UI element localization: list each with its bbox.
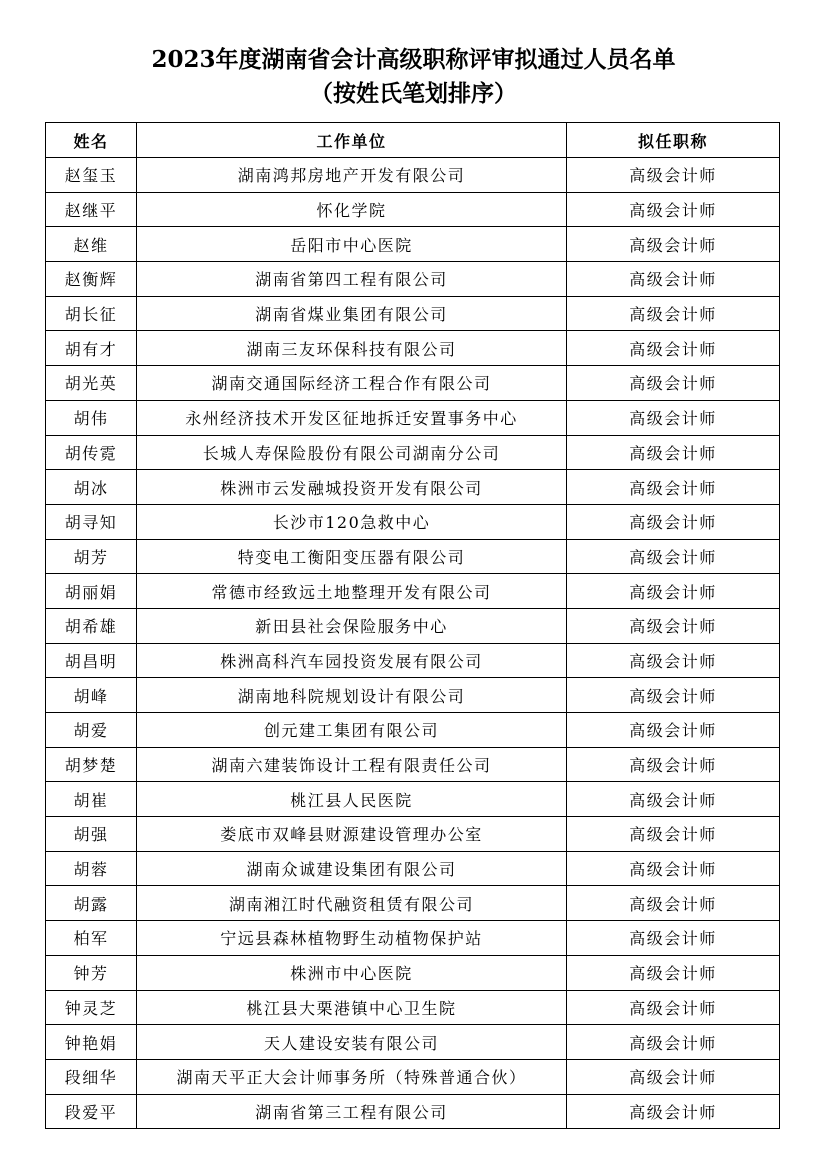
cell-name: 胡希雄: [46, 608, 137, 643]
table-body: [46, 158, 780, 1129]
cell-unit: 湖南三友环保科技有限公司: [137, 331, 567, 366]
cell-name: 赵衡辉: [46, 262, 137, 297]
cell-name: 钟艳娟: [46, 1025, 137, 1060]
cell-name: 胡有才: [46, 331, 137, 366]
cell-title: 高级会计师: [567, 296, 780, 331]
table-row: [46, 158, 780, 193]
table-row: [46, 747, 780, 782]
cell-title: 高级会计师: [567, 817, 780, 852]
cell-unit: 株洲市云发融城投资开发有限公司: [137, 470, 567, 505]
cell-name: 赵维: [46, 227, 137, 262]
cell-name: 胡冰: [46, 470, 137, 505]
cell-unit: 湖南地科院规划设计有限公司: [137, 678, 567, 713]
cell-name: 胡峰: [46, 678, 137, 713]
table-row: [46, 539, 780, 574]
cell-name: 赵玺玉: [46, 158, 137, 193]
cell-title: 高级会计师: [567, 713, 780, 748]
cell-name: 胡传霓: [46, 435, 137, 470]
cell-title: 高级会计师: [567, 608, 780, 643]
cell-title: 高级会计师: [567, 747, 780, 782]
table-row: [46, 400, 780, 435]
table-row: [46, 782, 780, 817]
table-row: [46, 574, 780, 609]
cell-unit: 湖南湘江时代融资租赁有限公司: [137, 886, 567, 921]
cell-title: 高级会计师: [567, 366, 780, 401]
cell-unit: 桃江县人民医院: [137, 782, 567, 817]
candidate-table: [45, 122, 780, 1129]
cell-name: 胡长征: [46, 296, 137, 331]
table-row: [46, 262, 780, 297]
column-header-title: 拟任职称: [567, 123, 780, 158]
cell-title: 高级会计师: [567, 678, 780, 713]
cell-title: 高级会计师: [567, 435, 780, 470]
table-row: [46, 921, 780, 956]
cell-name: 钟芳: [46, 955, 137, 990]
cell-title: 高级会计师: [567, 262, 780, 297]
cell-name: 胡丽娟: [46, 574, 137, 609]
cell-title: 高级会计师: [567, 1059, 780, 1094]
cell-unit: 湖南众诚建设集团有限公司: [137, 851, 567, 886]
cell-title: 高级会计师: [567, 331, 780, 366]
table-row: [46, 955, 780, 990]
table-row: [46, 1025, 780, 1060]
cell-unit: 岳阳市中心医院: [137, 227, 567, 262]
cell-name: 胡寻知: [46, 504, 137, 539]
table-row: [46, 1094, 780, 1129]
table-row: [46, 366, 780, 401]
cell-name: 胡崔: [46, 782, 137, 817]
cell-title: 高级会计师: [567, 643, 780, 678]
cell-title: 高级会计师: [567, 955, 780, 990]
cell-name: 胡露: [46, 886, 137, 921]
table-row: [46, 643, 780, 678]
cell-title: 高级会计师: [567, 886, 780, 921]
table-row: [46, 990, 780, 1025]
cell-name: 胡昌明: [46, 643, 137, 678]
table-row: [46, 331, 780, 366]
cell-unit: 长城人寿保险股份有限公司湖南分公司: [137, 435, 567, 470]
cell-title: 高级会计师: [567, 1094, 780, 1129]
cell-title: 高级会计师: [567, 470, 780, 505]
table-row: [46, 678, 780, 713]
cell-unit: 湖南天平正大会计师事务所（特殊普通合伙）: [137, 1059, 567, 1094]
cell-unit: 湖南六建装饰设计工程有限责任公司: [137, 747, 567, 782]
cell-unit: 湖南省第三工程有限公司: [137, 1094, 567, 1129]
cell-unit: 株洲市中心医院: [137, 955, 567, 990]
column-header-name: 姓名: [46, 123, 137, 158]
column-header-unit: 工作单位: [137, 123, 567, 158]
cell-title: 高级会计师: [567, 1025, 780, 1060]
cell-unit: 长沙市120急救中心: [137, 504, 567, 539]
page-title: 2023年度湖南省会计高级职称评审拟通过人员名单: [151, 46, 676, 73]
table-row: [46, 713, 780, 748]
cell-title: 高级会计师: [567, 227, 780, 262]
table-header-row: [46, 123, 780, 158]
cell-name: 胡伟: [46, 400, 137, 435]
table-row: [46, 608, 780, 643]
cell-title: 高级会计师: [567, 574, 780, 609]
table-row: [46, 817, 780, 852]
cell-title: 高级会计师: [567, 539, 780, 574]
cell-title: 高级会计师: [567, 400, 780, 435]
cell-name: 胡梦楚: [46, 747, 137, 782]
cell-name: 赵继平: [46, 192, 137, 227]
cell-unit: 怀化学院: [137, 192, 567, 227]
cell-title: 高级会计师: [567, 158, 780, 193]
table-row: [46, 435, 780, 470]
cell-title: 高级会计师: [567, 990, 780, 1025]
cell-name: 胡芳: [46, 539, 137, 574]
cell-unit: 创元建工集团有限公司: [137, 713, 567, 748]
cell-unit: 天人建设安装有限公司: [137, 1025, 567, 1060]
cell-title: 高级会计师: [567, 504, 780, 539]
cell-unit: 新田县社会保险服务中心: [137, 608, 567, 643]
cell-unit: 湖南省煤业集团有限公司: [137, 296, 567, 331]
table-row: [46, 851, 780, 886]
table-row: [46, 1059, 780, 1094]
cell-unit: 桃江县大栗港镇中心卫生院: [137, 990, 567, 1025]
cell-name: 胡蓉: [46, 851, 137, 886]
cell-unit: 湖南鸿邦房地产开发有限公司: [137, 158, 567, 193]
cell-name: 钟灵芝: [46, 990, 137, 1025]
cell-name: 胡爱: [46, 713, 137, 748]
cell-title: 高级会计师: [567, 921, 780, 956]
cell-title: 高级会计师: [567, 192, 780, 227]
cell-unit: 常德市经致远土地整理开发有限公司: [137, 574, 567, 609]
cell-unit: 永州经济技术开发区征地拆迁安置事务中心: [137, 400, 567, 435]
cell-name: 段细华: [46, 1059, 137, 1094]
cell-title: 高级会计师: [567, 851, 780, 886]
cell-unit: 宁远县森林植物野生动植物保护站: [137, 921, 567, 956]
table-row: [46, 227, 780, 262]
table-row: [46, 192, 780, 227]
cell-unit: 株洲高科汽车园投资发展有限公司: [137, 643, 567, 678]
cell-title: 高级会计师: [567, 782, 780, 817]
table-row: [46, 470, 780, 505]
cell-name: 胡光英: [46, 366, 137, 401]
cell-name: 柏军: [46, 921, 137, 956]
cell-unit: 娄底市双峰县财源建设管理办公室: [137, 817, 567, 852]
cell-unit: 特变电工衡阳变压器有限公司: [137, 539, 567, 574]
table-row: [46, 504, 780, 539]
cell-name: 段爱平: [46, 1094, 137, 1129]
cell-name: 胡强: [46, 817, 137, 852]
page-subtitle: （按姓氏笔划排序）: [310, 80, 517, 107]
cell-unit: 湖南交通国际经济工程合作有限公司: [137, 366, 567, 401]
cell-unit: 湖南省第四工程有限公司: [137, 262, 567, 297]
table-row: [46, 886, 780, 921]
table-row: [46, 296, 780, 331]
